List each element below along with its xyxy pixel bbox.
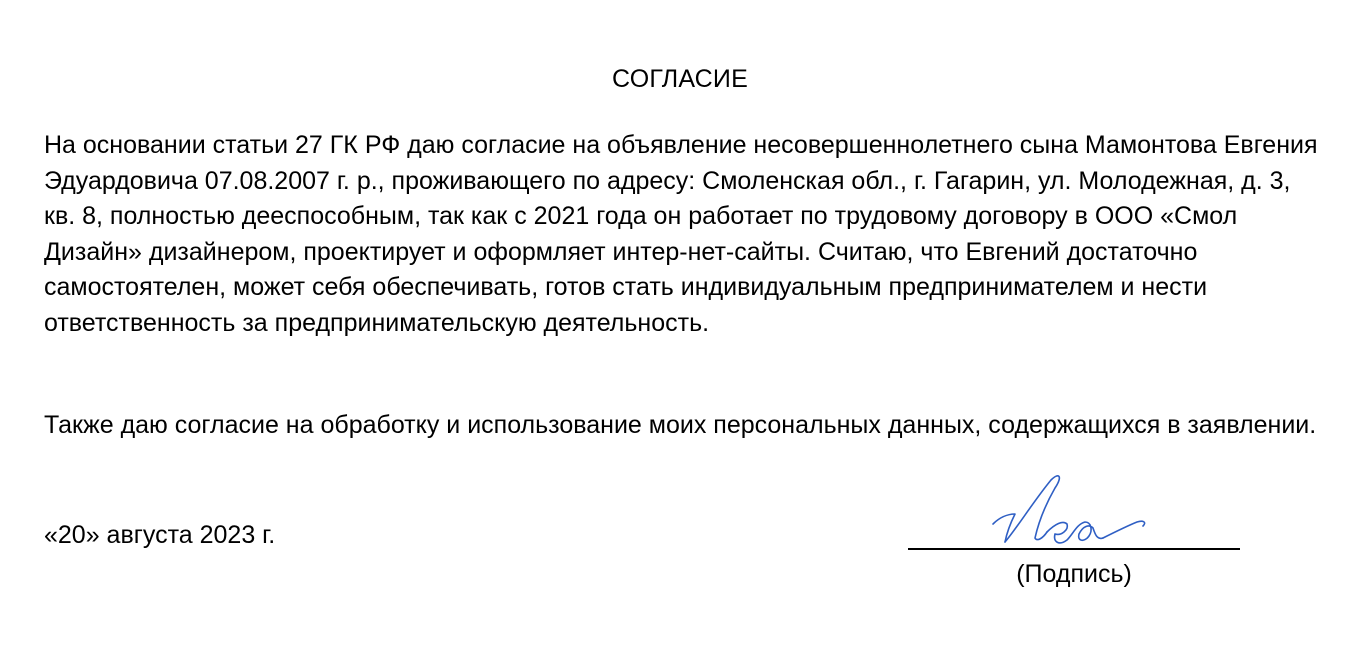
consent-paragraph: На основании статьи 27 ГК РФ даю согласие на объявление несовершеннолетнего сына Мамонтова Евгения Эдуардовича 07.08.2007 г. р., проживающего по адресу: Смоленская обл., г. Гагарин, ул. Молодежная, д. 3, кв. 8, полностью дееспособным, так как с 2021 года он работает по трудовому договору в ООО «Смол Дизайн» дизайнером, проектирует и оформляет интер-нет-сайты. Считаю, что Евгений достаточно самостоятелен, может себя обеспечивать, готов стать индивидуальным предпринимателем и нести ответственность за предпринимательскую деятельность.: [44, 131, 1318, 337]
personal-data-consent-paragraph: Также даю согласие на обработку и использование моих персональных данных, содержащихся в заявлении.: [44, 411, 1317, 439]
signature-caption: (Подпись): [1016, 560, 1132, 588]
document-title: СОГЛАСИЕ: [612, 65, 748, 93]
document-date: «20» августа 2023 г.: [44, 521, 276, 549]
handwritten-signature: [975, 462, 1165, 557]
signature-line: [908, 548, 1240, 550]
